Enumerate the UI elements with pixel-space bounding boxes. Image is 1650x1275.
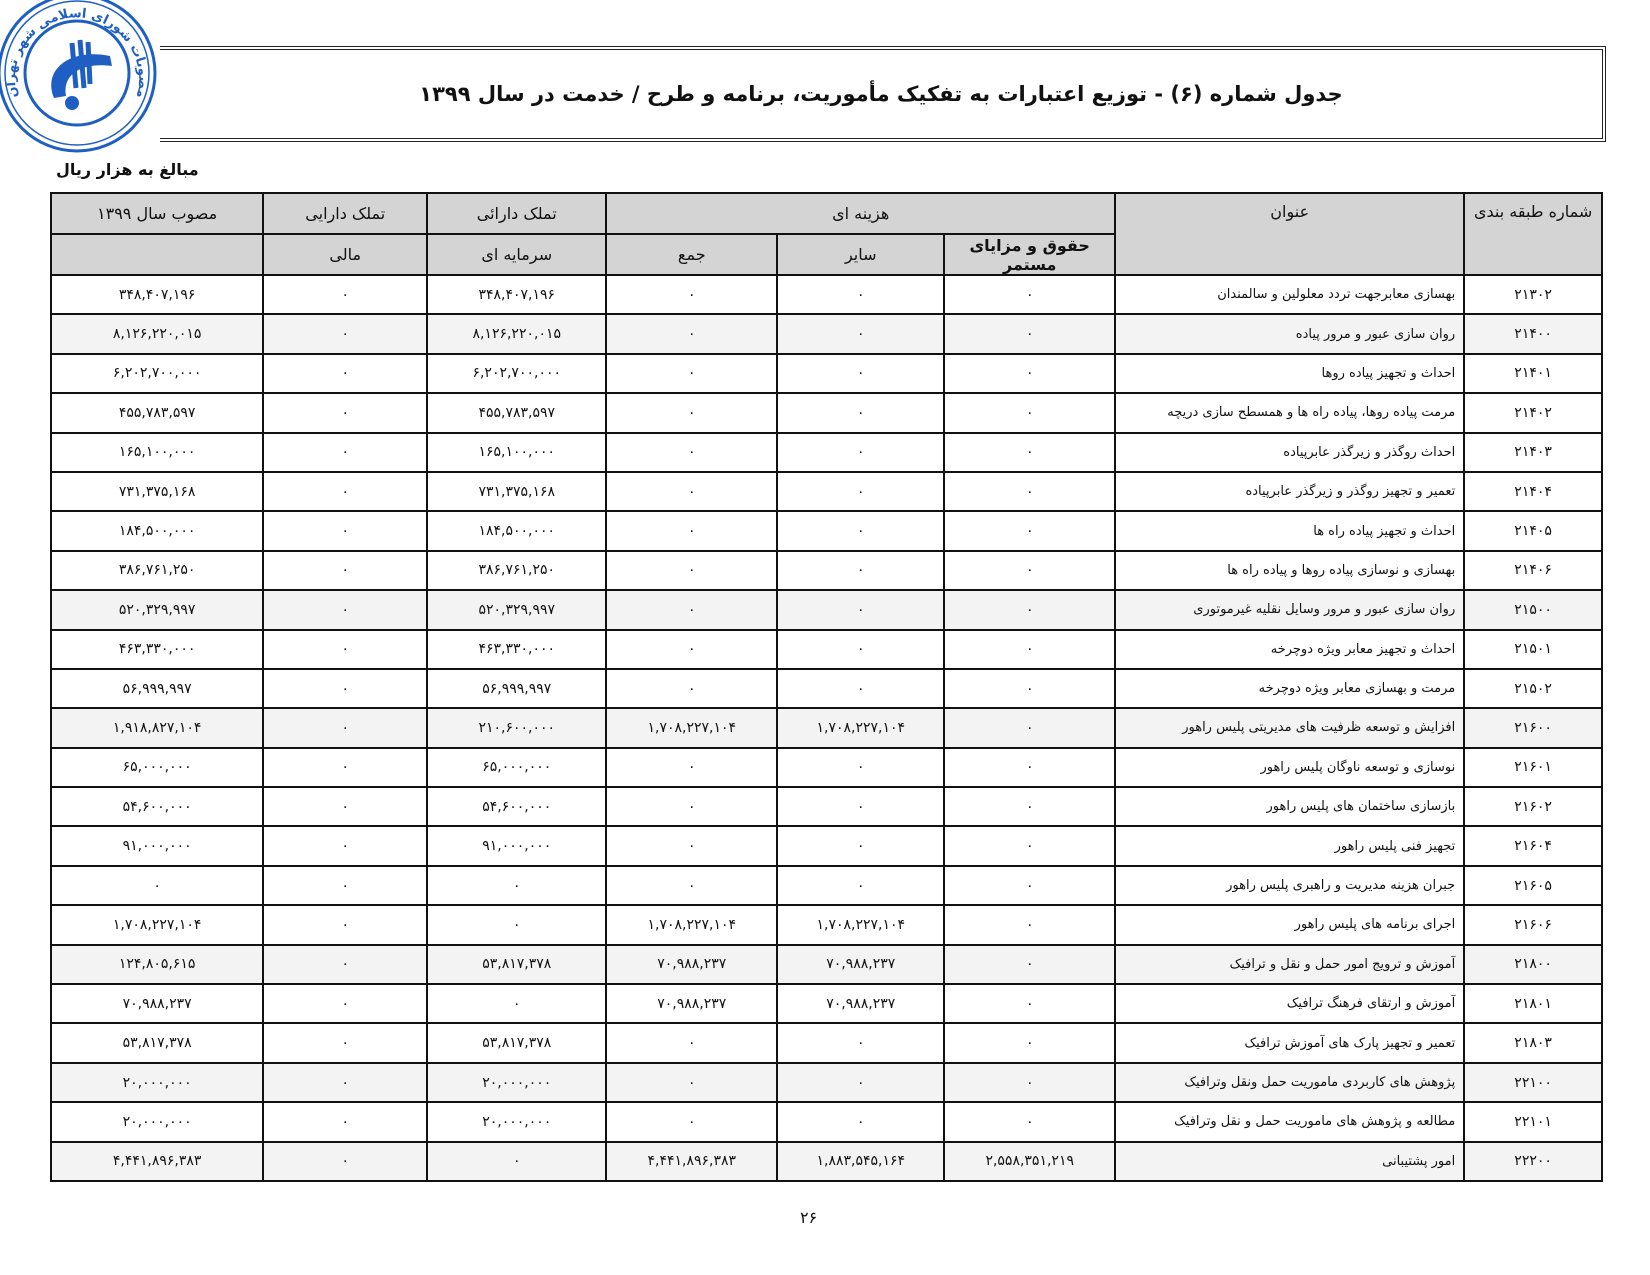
cell-code: ۲۱۶۰۲ [1464,787,1602,826]
cell-financial: ۰ [263,669,427,708]
cell-sum: ۰ [606,551,777,590]
cell-code: ۲۱۸۰۰ [1464,945,1602,984]
cell-approved: ۶,۲۰۲,۷۰۰,۰۰۰ [51,354,263,393]
cell-other: ۰ [777,748,944,787]
cell-title: تجهیز فنی پلیس راهور [1115,826,1464,865]
cell-financial: ۰ [263,748,427,787]
cell-approved: ۲۰,۰۰۰,۰۰۰ [51,1063,263,1102]
cell-salaries: ۰ [944,905,1115,944]
page-number: ۲۶ [800,1208,818,1227]
cell-code: ۲۱۸۰۱ [1464,984,1602,1023]
cell-capital: ۰ [427,984,606,1023]
cell-sum: ۰ [606,826,777,865]
table-row [51,984,1602,1023]
cell-other: ۰ [777,1102,944,1141]
cell-title: مرمت و بهسازی معابر ویژه دوچرخه [1115,669,1464,708]
cell-salaries: ۰ [944,511,1115,550]
cell-title: آموزش و ترویج امور حمل و نقل و ترافیک [1115,945,1464,984]
cell-sum: ۰ [606,1023,777,1062]
table-row [51,551,1602,590]
header-approved: مصوب سال ۱۳۹۹ [51,193,263,234]
cell-sum: ۴,۴۴۱,۸۹۶,۳۸۳ [606,1142,777,1181]
cell-code: ۲۲۲۰۰ [1464,1142,1602,1181]
cell-salaries: ۰ [944,433,1115,472]
header-code: شماره طبقه بندی [1464,193,1602,275]
cell-financial: ۰ [263,354,427,393]
table-row [51,905,1602,944]
cell-capital: ۰ [427,905,606,944]
cell-code: ۲۱۵۰۰ [1464,590,1602,629]
cell-approved: ۴۶۳,۳۳۰,۰۰۰ [51,630,263,669]
cell-financial: ۰ [263,433,427,472]
cell-capital: ۷۳۱,۳۷۵,۱۶۸ [427,472,606,511]
cell-title: بهسازی معابرجهت تردد معلولین و سالمندان [1115,275,1464,314]
cell-financial: ۰ [263,393,427,432]
cell-approved: ۱۸۴,۵۰۰,۰۰۰ [51,511,263,550]
table-row [51,472,1602,511]
cell-financial: ۰ [263,314,427,353]
cell-approved: ۵۲۰,۳۲۹,۹۹۷ [51,590,263,629]
cell-code: ۲۱۳۰۲ [1464,275,1602,314]
cell-financial: ۰ [263,945,427,984]
cell-financial: ۰ [263,472,427,511]
cell-sum: ۰ [606,630,777,669]
cell-approved: ۵۴,۶۰۰,۰۰۰ [51,787,263,826]
cell-salaries: ۰ [944,984,1115,1023]
header-approved-bottom [51,234,263,275]
cell-sum: ۰ [606,748,777,787]
cell-code: ۲۱۴۰۴ [1464,472,1602,511]
cell-title: احداث و تجهیز پیاده راه ها [1115,511,1464,550]
header-other: سایر [777,234,944,275]
cell-title: افزایش و توسعه ظرفیت های مدیریتی پلیس راهور [1115,708,1464,747]
cell-other: ۰ [777,1063,944,1102]
cell-salaries: ۰ [944,590,1115,629]
cell-other: ۰ [777,866,944,905]
header-capital-bottom: سرمایه ای [427,234,606,275]
cell-approved: ۱۲۴,۸۰۵,۶۱۵ [51,945,263,984]
cell-code: ۲۱۶۰۶ [1464,905,1602,944]
cell-approved: ۵۶,۹۹۹,۹۹۷ [51,669,263,708]
cell-salaries: ۰ [944,748,1115,787]
cell-salaries: ۰ [944,669,1115,708]
cell-sum: ۱,۷۰۸,۲۲۷,۱۰۴ [606,905,777,944]
header-title: عنوان [1115,193,1464,275]
cell-title: تعمیر و تجهیز روگذر و زیرگذر عابرپیاده [1115,472,1464,511]
cell-other: ۰ [777,1023,944,1062]
cell-title: امور پشتیبانی [1115,1142,1464,1181]
table-row [51,1063,1602,1102]
cell-approved: ۷۰,۹۸۸,۲۳۷ [51,984,263,1023]
cell-sum: ۰ [606,354,777,393]
document-title-box [160,46,1606,142]
cell-title: احداث و تجهیز پیاده روها [1115,354,1464,393]
cell-title: اجرای برنامه های پلیس راهور [1115,905,1464,944]
cell-title: پژوهش های کاربردی ماموریت حمل ونقل وترافیک [1115,1063,1464,1102]
cell-sum: ۰ [606,472,777,511]
table-row [51,1142,1602,1181]
cell-other: ۰ [777,472,944,511]
cell-code: ۲۱۶۰۰ [1464,708,1602,747]
cell-sum: ۷۰,۹۸۸,۲۳۷ [606,945,777,984]
table-row [51,354,1602,393]
unit-note: مبالغ به هزار ریال [56,160,199,179]
cell-title: مرمت پیاده روها، پیاده راه ها و همسطح سازی دریچه [1115,393,1464,432]
cell-code: ۲۱۵۰۲ [1464,669,1602,708]
cell-code: ۲۱۶۰۱ [1464,748,1602,787]
cell-code: ۲۱۴۰۰ [1464,314,1602,353]
cell-code: ۲۱۵۰۱ [1464,630,1602,669]
cell-code: ۲۱۴۰۲ [1464,393,1602,432]
cell-title: روان سازی عبور و مرور وسایل نقلیه غیرموتوری [1115,590,1464,629]
cell-salaries: ۰ [944,866,1115,905]
council-stamp-seal [0,0,162,158]
cell-salaries: ۰ [944,1102,1115,1141]
cell-sum: ۰ [606,669,777,708]
cell-capital: ۶,۲۰۲,۷۰۰,۰۰۰ [427,354,606,393]
cell-salaries: ۰ [944,826,1115,865]
cell-other: ۷۰,۹۸۸,۲۳۷ [777,945,944,984]
cell-code: ۲۲۱۰۰ [1464,1063,1602,1102]
cell-salaries: ۰ [944,275,1115,314]
document-title: جدول شماره (۶) - توزیع اعتبارات به تفکیک مأموریت، برنامه و طرح / خدمت در سال ۱۳۹۹ [419,82,1343,106]
cell-financial: ۰ [263,708,427,747]
cell-other: ۷۰,۹۸۸,۲۳۷ [777,984,944,1023]
cell-code: ۲۱۴۰۵ [1464,511,1602,550]
cell-title: احداث روگذر و زیرگذر عابرپیاده [1115,433,1464,472]
cell-salaries: ۰ [944,708,1115,747]
cell-salaries: ۲,۵۵۸,۳۵۱,۲۱۹ [944,1142,1115,1181]
cell-financial: ۰ [263,630,427,669]
cell-capital: ۰ [427,866,606,905]
header-financial-bottom: مالی [263,234,427,275]
cell-approved: ۱۶۵,۱۰۰,۰۰۰ [51,433,263,472]
cell-other: ۰ [777,275,944,314]
header-expense: هزینه ای [606,193,1115,234]
cell-approved: ۴,۴۴۱,۸۹۶,۳۸۳ [51,1142,263,1181]
header-capital-top: تملک دارائی [427,193,606,234]
cell-financial: ۰ [263,511,427,550]
table-row [51,787,1602,826]
cell-sum: ۰ [606,314,777,353]
cell-sum: ۰ [606,787,777,826]
cell-title: بهسازی و نوسازی پیاده روها و پیاده راه ها [1115,551,1464,590]
cell-salaries: ۰ [944,787,1115,826]
cell-capital: ۱۶۵,۱۰۰,۰۰۰ [427,433,606,472]
cell-title: جبران هزینه مدیریت و راهبری پلیس راهور [1115,866,1464,905]
table-row [51,826,1602,865]
cell-other: ۰ [777,669,944,708]
cell-financial: ۰ [263,1102,427,1141]
cell-capital: ۹۱,۰۰۰,۰۰۰ [427,826,606,865]
table-row [51,669,1602,708]
cell-salaries: ۰ [944,393,1115,432]
cell-capital: ۳۸۶,۷۶۱,۲۵۰ [427,551,606,590]
cell-approved: ۲۰,۰۰۰,۰۰۰ [51,1102,263,1141]
cell-capital: ۶۵,۰۰۰,۰۰۰ [427,748,606,787]
table-row [51,393,1602,432]
cell-financial: ۰ [263,1063,427,1102]
cell-capital: ۱۸۴,۵۰۰,۰۰۰ [427,511,606,550]
cell-salaries: ۰ [944,551,1115,590]
cell-title: نوسازی و توسعه ناوگان پلیس راهور [1115,748,1464,787]
cell-other: ۱,۸۸۳,۵۴۵,۱۶۴ [777,1142,944,1181]
cell-other: ۱,۷۰۸,۲۲۷,۱۰۴ [777,905,944,944]
cell-capital: ۴۵۵,۷۸۳,۵۹۷ [427,393,606,432]
cell-salaries: ۰ [944,945,1115,984]
header-sum: جمع [606,234,777,275]
cell-capital: ۰ [427,1142,606,1181]
cell-financial: ۰ [263,787,427,826]
cell-other: ۰ [777,551,944,590]
cell-sum: ۰ [606,866,777,905]
cell-approved: ۴۵۵,۷۸۳,۵۹۷ [51,393,263,432]
cell-capital: ۲۱۰,۶۰۰,۰۰۰ [427,708,606,747]
table-row [51,630,1602,669]
cell-salaries: ۰ [944,630,1115,669]
cell-salaries: ۰ [944,1063,1115,1102]
cell-sum: ۱,۷۰۸,۲۲۷,۱۰۴ [606,708,777,747]
cell-financial: ۰ [263,1023,427,1062]
cell-financial: ۰ [263,551,427,590]
cell-capital: ۳۴۸,۴۰۷,۱۹۶ [427,275,606,314]
cell-sum: ۷۰,۹۸۸,۲۳۷ [606,984,777,1023]
cell-title: آموزش و ارتقای فرهنگ ترافیک [1115,984,1464,1023]
cell-other: ۰ [777,393,944,432]
cell-capital: ۸,۱۲۶,۲۲۰,۰۱۵ [427,314,606,353]
cell-title: احداث و تجهیز معابر ویژه دوچرخه [1115,630,1464,669]
cell-other: ۰ [777,314,944,353]
cell-capital: ۵۲۰,۳۲۹,۹۹۷ [427,590,606,629]
cell-sum: ۰ [606,590,777,629]
cell-approved: ۶۵,۰۰۰,۰۰۰ [51,748,263,787]
cell-capital: ۵۳,۸۱۷,۳۷۸ [427,945,606,984]
cell-code: ۲۱۴۰۱ [1464,354,1602,393]
table-row [51,1102,1602,1141]
table-row [51,1023,1602,1062]
table-row [51,433,1602,472]
cell-approved: ۳۴۸,۴۰۷,۱۹۶ [51,275,263,314]
cell-capital: ۴۶۳,۳۳۰,۰۰۰ [427,630,606,669]
cell-other: ۱,۷۰۸,۲۲۷,۱۰۴ [777,708,944,747]
cell-sum: ۰ [606,1063,777,1102]
cell-approved: ۱,۹۱۸,۸۲۷,۱۰۴ [51,708,263,747]
cell-approved: ۵۳,۸۱۷,۳۷۸ [51,1023,263,1062]
cell-salaries: ۰ [944,354,1115,393]
cell-other: ۰ [777,433,944,472]
cell-sum: ۰ [606,275,777,314]
cell-financial: ۰ [263,590,427,629]
cell-other: ۰ [777,590,944,629]
cell-other: ۰ [777,630,944,669]
cell-title: روان سازی عبور و مرور پیاده [1115,314,1464,353]
table-row [51,708,1602,747]
cell-other: ۰ [777,787,944,826]
cell-code: ۲۱۴۰۳ [1464,433,1602,472]
budget-table [50,192,1603,1182]
cell-code: ۲۱۶۰۴ [1464,826,1602,865]
cell-salaries: ۰ [944,472,1115,511]
cell-salaries: ۰ [944,314,1115,353]
cell-capital: ۲۰,۰۰۰,۰۰۰ [427,1102,606,1141]
cell-sum: ۰ [606,393,777,432]
table-row [51,945,1602,984]
cell-other: ۰ [777,511,944,550]
table-row [51,748,1602,787]
cell-salaries: ۰ [944,1023,1115,1062]
cell-sum: ۰ [606,433,777,472]
table-row [51,511,1602,550]
cell-title: مطالعه و پژوهش های ماموریت حمل و نقل وترافیک [1115,1102,1464,1141]
cell-title: تعمیر و تجهیز پارک های آموزش ترافیک [1115,1023,1464,1062]
cell-capital: ۲۰,۰۰۰,۰۰۰ [427,1063,606,1102]
cell-approved: ۸,۱۲۶,۲۲۰,۰۱۵ [51,314,263,353]
cell-financial: ۰ [263,905,427,944]
cell-financial: ۰ [263,826,427,865]
cell-approved: ۳۸۶,۷۶۱,۲۵۰ [51,551,263,590]
cell-code: ۲۱۸۰۳ [1464,1023,1602,1062]
table-row [51,314,1602,353]
cell-title: بازسازی ساختمان های پلیس راهور [1115,787,1464,826]
table-row [51,590,1602,629]
cell-other: ۰ [777,354,944,393]
cell-other: ۰ [777,826,944,865]
cell-approved: ۱,۷۰۸,۲۲۷,۱۰۴ [51,905,263,944]
cell-approved: ۹۱,۰۰۰,۰۰۰ [51,826,263,865]
cell-code: ۲۱۴۰۶ [1464,551,1602,590]
cell-approved: ۷۳۱,۳۷۵,۱۶۸ [51,472,263,511]
table-row [51,866,1602,905]
cell-approved: ۰ [51,866,263,905]
cell-sum: ۰ [606,511,777,550]
cell-sum: ۰ [606,1102,777,1141]
cell-financial: ۰ [263,1142,427,1181]
table-row [51,275,1602,314]
cell-financial: ۰ [263,984,427,1023]
cell-capital: ۵۴,۶۰۰,۰۰۰ [427,787,606,826]
cell-code: ۲۲۱۰۱ [1464,1102,1602,1141]
cell-code: ۲۱۶۰۵ [1464,866,1602,905]
cell-capital: ۵۶,۹۹۹,۹۹۷ [427,669,606,708]
svg-text:مصوبات شورای اسلامی شهر تهران: مصوبات شورای اسلامی شهر تهران [3,6,151,100]
header-salaries: حقوق و مزایای مستمر [944,234,1115,275]
cell-capital: ۵۳,۸۱۷,۳۷۸ [427,1023,606,1062]
header-financial-top: تملک دارایی [263,193,427,234]
cell-financial: ۰ [263,866,427,905]
cell-financial: ۰ [263,275,427,314]
